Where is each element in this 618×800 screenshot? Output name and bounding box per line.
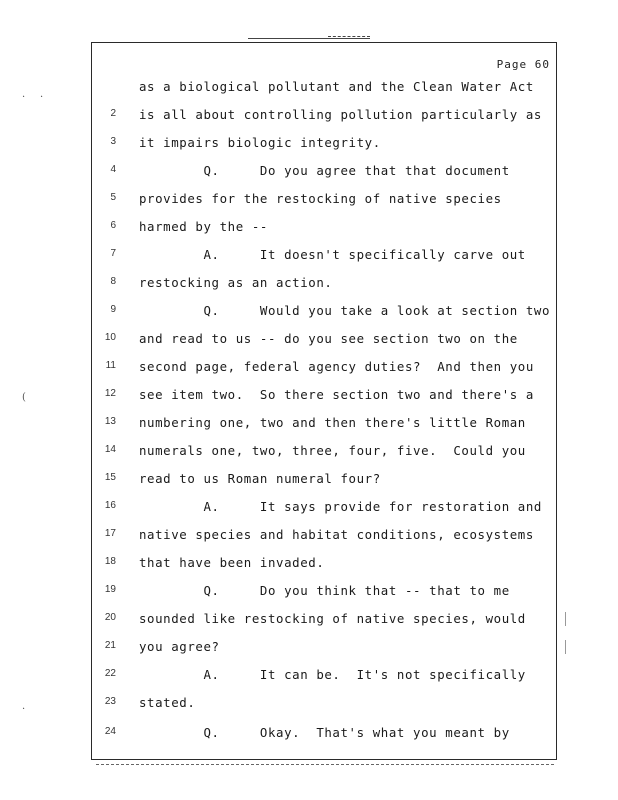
line-number: 16 bbox=[104, 500, 116, 511]
line-number: 10 bbox=[104, 332, 116, 343]
transcript-line bbox=[0, 192, 618, 220]
line-text: sounded like restocking of native species, would bbox=[139, 611, 526, 626]
transcript-line bbox=[0, 164, 618, 192]
transcript-line bbox=[0, 108, 618, 136]
transcript-line bbox=[0, 640, 618, 668]
bottom-scan-line bbox=[96, 764, 554, 766]
line-number: 23 bbox=[104, 696, 116, 707]
line-text: and read to us -- do you see section two on the bbox=[139, 331, 518, 346]
line-number: 21 bbox=[104, 640, 116, 651]
line-text: second page, federal agency duties? And then you bbox=[139, 359, 534, 374]
transcript-line bbox=[0, 276, 618, 304]
line-text: stated. bbox=[139, 695, 196, 710]
transcript-line bbox=[0, 668, 618, 696]
line-number: 15 bbox=[104, 472, 116, 483]
transcript-line bbox=[0, 444, 618, 472]
transcript-line bbox=[0, 220, 618, 248]
line-text: Q. Do you agree that that document bbox=[139, 163, 510, 178]
line-text: that have been invaded. bbox=[139, 555, 325, 570]
line-number: 24 bbox=[104, 726, 116, 737]
transcript-line bbox=[0, 556, 618, 584]
line-text: read to us Roman numeral four? bbox=[139, 471, 381, 486]
line-number: 9 bbox=[110, 304, 116, 315]
line-text: you agree? bbox=[139, 639, 220, 654]
line-number: 2 bbox=[110, 108, 116, 119]
page-number: Page 60 bbox=[496, 58, 550, 71]
transcript-line bbox=[0, 416, 618, 444]
line-number: 12 bbox=[104, 388, 116, 399]
transcript-line bbox=[0, 248, 618, 276]
margin-mark-bottom: · bbox=[22, 704, 26, 715]
transcript-line bbox=[0, 332, 618, 360]
line-number: 8 bbox=[110, 276, 116, 287]
line-text: see item two. So there section two and there's a bbox=[139, 387, 534, 402]
line-number: 22 bbox=[104, 668, 116, 679]
line-number: 17 bbox=[104, 528, 116, 539]
transcript-line bbox=[0, 584, 618, 612]
line-number: 5 bbox=[110, 192, 116, 203]
line-number: 14 bbox=[104, 444, 116, 455]
line-text: numerals one, two, three, four, five. Could you bbox=[139, 443, 526, 458]
line-number: 4 bbox=[110, 164, 116, 175]
line-number: 11 bbox=[105, 360, 116, 371]
transcript-line bbox=[0, 500, 618, 528]
transcript-line bbox=[0, 612, 618, 640]
transcript-line bbox=[0, 528, 618, 556]
line-text: provides for the restocking of native species bbox=[139, 191, 502, 206]
line-number: 19 bbox=[104, 584, 116, 595]
transcript-line bbox=[0, 80, 618, 108]
line-number: 18 bbox=[104, 556, 116, 567]
line-number: 7 bbox=[110, 248, 116, 259]
margin-mark-top-2: · bbox=[40, 92, 44, 103]
line-number: 20 bbox=[104, 612, 116, 623]
transcript-line bbox=[0, 360, 618, 388]
transcript-line bbox=[0, 136, 618, 164]
line-number: 6 bbox=[110, 220, 116, 231]
transcript-line bbox=[0, 388, 618, 416]
line-text: harmed by the -- bbox=[139, 219, 268, 234]
line-text: restocking as an action. bbox=[139, 275, 333, 290]
line-text: is all about controlling pollution particularly as bbox=[139, 107, 542, 122]
line-text: A. It can be. It's not specifically bbox=[139, 667, 526, 682]
transcript-line bbox=[0, 472, 618, 500]
line-number: 3 bbox=[110, 136, 116, 147]
margin-mark-mid: ( bbox=[22, 392, 26, 403]
line-text: A. It says provide for restoration and bbox=[139, 499, 542, 514]
transcript-line bbox=[0, 726, 618, 754]
transcript-line bbox=[0, 696, 618, 724]
top-scan-mark-2 bbox=[328, 36, 370, 39]
line-text: native species and habitat conditions, ecosystems bbox=[139, 527, 534, 542]
line-number: 13 bbox=[104, 416, 116, 427]
line-text: it impairs biologic integrity. bbox=[139, 135, 381, 150]
line-text: numbering one, two and then there's little Roman bbox=[139, 415, 526, 430]
transcript-line bbox=[0, 304, 618, 332]
line-text: as a biological pollutant and the Clean Water Act bbox=[139, 79, 534, 94]
line-text: Q. Would you take a look at section two bbox=[139, 303, 551, 318]
margin-mark-top: · bbox=[22, 92, 26, 103]
line-text: A. It doesn't specifically carve out bbox=[139, 247, 526, 262]
line-text: Q. Okay. That's what you meant by bbox=[139, 725, 510, 740]
line-text: Q. Do you think that -- that to me bbox=[139, 583, 510, 598]
